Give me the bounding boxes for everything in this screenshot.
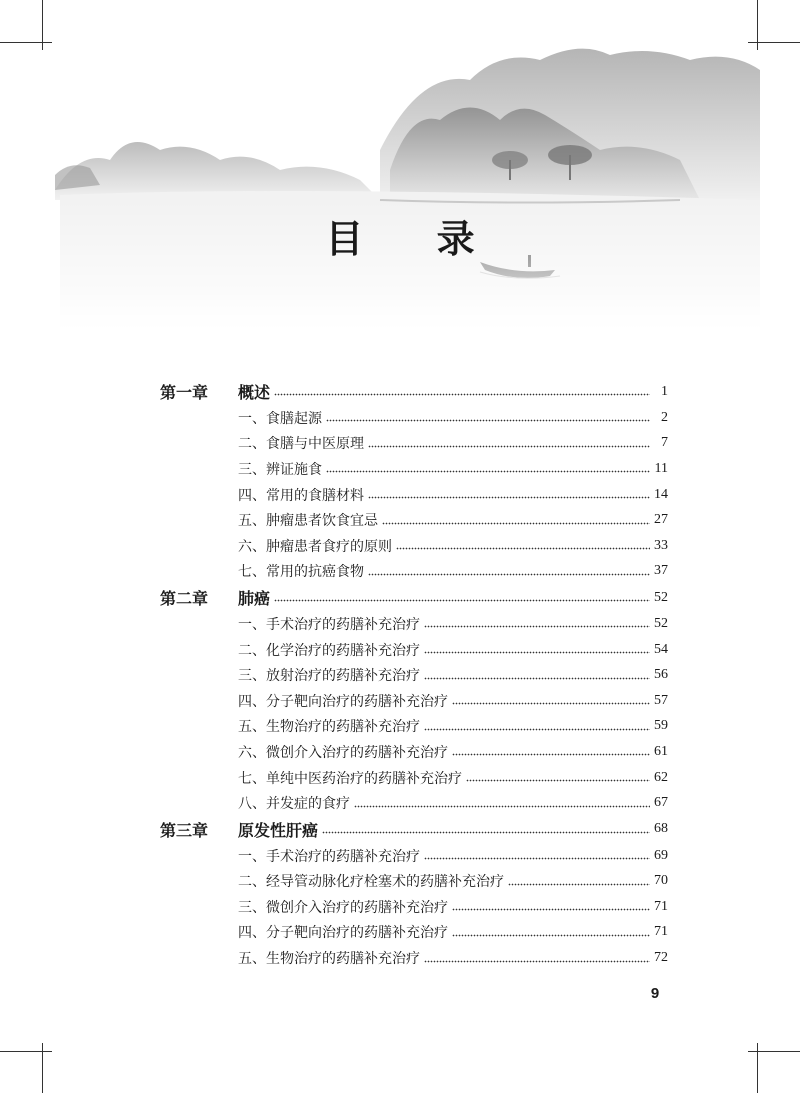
chapter-title: 概述 (238, 383, 271, 402)
section-title: 二、经导管动脉化疗栓塞术的药膳补充治疗 (238, 874, 504, 891)
table-of-contents (160, 378, 668, 971)
chapter-title: 肺癌 (238, 589, 271, 609)
section-title: 五、肿瘤患者饮食宜忌 (238, 513, 378, 530)
section-page-number: 72 (654, 950, 668, 966)
crop-mark (0, 1051, 52, 1052)
section-title: 一、手术治疗的药膳补充治疗 (238, 848, 420, 865)
toc-section-row[interactable] (160, 894, 668, 920)
chapter-page-number: 52 (654, 589, 668, 605)
dot-leader (368, 445, 650, 448)
crop-mark (748, 1051, 800, 1052)
toc-section-row[interactable] (160, 920, 668, 946)
toc-section-row[interactable] (160, 765, 668, 791)
section-page-number: 61 (654, 743, 668, 759)
page-title: 目 录 (325, 216, 505, 261)
toc-section-row[interactable] (160, 611, 668, 637)
section-title: 五、生物治疗的药膳补充治疗 (238, 719, 420, 736)
dot-leader (424, 625, 650, 628)
section-title: 七、常用的抗癌食物 (238, 564, 364, 581)
dot-leader (452, 908, 650, 911)
dot-leader (326, 470, 650, 473)
toc-section-row[interactable] (160, 739, 668, 765)
section-page-number: 59 (654, 718, 668, 734)
dot-leader (466, 779, 650, 782)
toc-section-row[interactable] (160, 714, 668, 740)
section-page-number: 70 (654, 873, 668, 889)
chapter-page-number: 1 (661, 383, 668, 399)
landscape-illustration (0, 0, 800, 330)
chapter-page-number: 68 (654, 821, 668, 837)
toc-section-row[interactable] (160, 843, 668, 869)
section-page-number: 56 (654, 667, 668, 683)
dot-leader (452, 753, 650, 756)
dot-leader (424, 677, 650, 680)
dot-leader (452, 934, 650, 937)
dot-leader (382, 522, 650, 525)
chapter-number: 第一章 (160, 383, 209, 402)
section-title: 四、常用的食膳材料 (238, 487, 364, 504)
section-page-number: 67 (654, 795, 668, 811)
toc-chapter-row[interactable] (160, 378, 668, 405)
section-title: 一、手术治疗的药膳补充治疗 (238, 616, 420, 633)
dot-leader (322, 831, 650, 834)
section-page-number: 7 (661, 435, 668, 451)
section-title: 三、辨证施食 (238, 461, 322, 478)
section-title: 三、微创介入治疗的药膳补充治疗 (238, 899, 448, 916)
chapter-title: 原发性肝癌 (238, 820, 319, 840)
toc-section-row[interactable] (160, 662, 668, 688)
section-title: 六、微创介入治疗的药膳补充治疗 (238, 744, 448, 761)
section-page-number: 57 (654, 692, 668, 708)
section-page-number: 27 (654, 512, 668, 528)
toc-chapter-row[interactable] (160, 584, 668, 611)
toc-chapter-row[interactable] (160, 816, 668, 843)
dot-leader (274, 393, 650, 396)
section-page-number: 54 (654, 641, 668, 657)
dot-leader (326, 419, 650, 422)
dot-leader (452, 702, 650, 705)
toc-section-row[interactable] (160, 507, 668, 533)
chapter-number: 第三章 (160, 820, 209, 840)
dot-leader (424, 728, 650, 731)
toc-section-row[interactable] (160, 637, 668, 663)
section-title: 五、生物治疗的药膳补充治疗 (238, 951, 420, 968)
landscape-banner (0, 0, 800, 330)
section-page-number: 11 (654, 460, 668, 476)
section-page-number: 37 (654, 563, 668, 579)
section-title: 二、化学治疗的药膳补充治疗 (238, 642, 420, 659)
section-page-number: 71 (654, 898, 668, 914)
toc-section-row[interactable] (160, 688, 668, 714)
toc-section-row[interactable] (160, 559, 668, 585)
toc-section-row[interactable] (160, 533, 668, 559)
section-page-number: 2 (661, 409, 668, 425)
dot-leader (424, 960, 650, 963)
toc-section-row[interactable] (160, 482, 668, 508)
section-title: 三、放射治疗的药膳补充治疗 (238, 668, 420, 685)
toc-section-row[interactable] (160, 945, 668, 971)
section-page-number: 33 (654, 537, 668, 553)
dot-leader (396, 547, 650, 550)
page-number: 9 (650, 985, 660, 1002)
section-title: 七、单纯中医药治疗的药膳补充治疗 (238, 770, 462, 787)
dot-leader (368, 573, 650, 576)
section-page-number: 52 (654, 615, 668, 631)
section-title: 四、分子靶向治疗的药膳补充治疗 (238, 693, 448, 710)
dot-leader (508, 883, 650, 886)
section-title: 一、食膳起源 (238, 410, 322, 427)
section-title: 四、分子靶向治疗的药膳补充治疗 (238, 925, 448, 942)
dot-leader (368, 496, 650, 499)
toc-section-row[interactable] (160, 405, 668, 431)
toc-section-row[interactable] (160, 869, 668, 895)
section-page-number: 62 (654, 769, 668, 785)
section-title: 二、食膳与中医原理 (238, 436, 364, 453)
section-page-number: 71 (654, 924, 668, 940)
toc-section-row[interactable] (160, 431, 668, 457)
section-page-number: 69 (654, 847, 668, 863)
dot-leader (274, 599, 650, 602)
section-page-number: 14 (654, 486, 668, 502)
section-title: 六、肿瘤患者食疗的原则 (238, 538, 392, 555)
toc-section-row[interactable] (160, 790, 668, 816)
chapter-number: 第二章 (160, 589, 209, 609)
toc-section-row[interactable] (160, 456, 668, 482)
dot-leader (424, 651, 650, 654)
section-title: 八、并发症的食疗 (238, 796, 350, 813)
dot-leader (424, 857, 650, 860)
dot-leader (354, 805, 650, 808)
